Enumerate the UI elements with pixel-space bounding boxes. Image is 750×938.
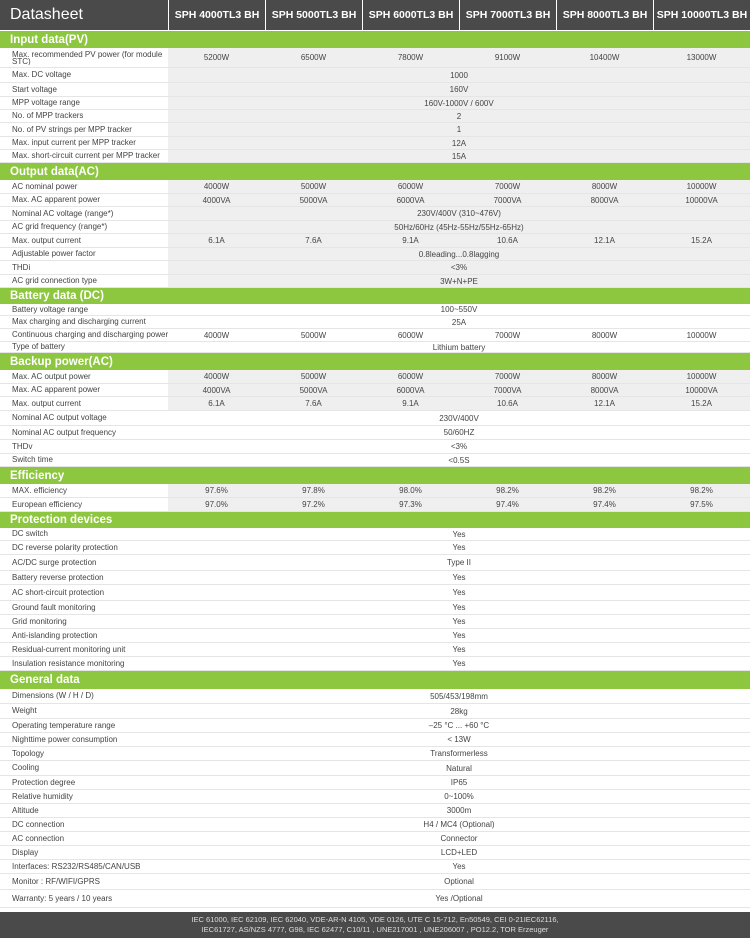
spec-label: Relative humidity [12,792,73,801]
spec-value-shared: Optional [444,877,474,886]
spec-value-shared: 160V [449,85,469,94]
model-header-1: SPH 4000TL3 BH [168,0,265,30]
spec-value: 6.1A [208,236,225,245]
model-header-3: SPH 6000TL3 BH [362,0,459,30]
spec-label: AC grid connection type [12,277,97,285]
spec-value: 10400W [589,53,620,62]
spec-row [0,411,750,426]
spec-value: 4000W [203,372,230,381]
spec-value: 6000VA [396,195,425,205]
spec-row [0,180,750,194]
spec-value-shared: 0~100% [444,792,474,801]
spec-row [0,275,750,288]
spec-value: 7.6A [305,399,322,408]
spec-value: 8000W [591,182,618,191]
spec-value-shared: 160V-1000V / 600V [424,98,494,108]
spec-value: 97.3% [399,500,422,509]
spec-value-shared: 505/453/198mm [430,691,488,701]
spec-label: Altitude [12,806,39,815]
spec-row [0,397,750,411]
spec-row [0,719,750,733]
spec-value: 10000VA [685,195,718,205]
spec-row [0,484,750,498]
spec-value: 5000VA [299,385,328,395]
spec-value: 4000W [203,330,230,340]
spec-value-shared: 25A [451,317,467,327]
spec-row [0,890,750,908]
spec-value-shared: 28kg [450,706,468,716]
spec-value: 5000W [300,330,327,340]
spec-value: 4000VA [202,195,231,205]
spec-value: 97.2% [302,500,325,509]
model-header-6: SPH 10000TL3 BH [653,0,750,30]
spec-value-shared: –25 °C ... +60 °C [428,721,490,730]
spec-value: 5000VA [299,195,328,205]
spec-row [0,261,750,275]
spec-value: 8000VA [590,385,619,395]
spec-row [0,454,750,467]
spec-label: Interfaces: RS232/RS485/CAN/USB [12,862,141,871]
spec-value: 6000W [397,372,424,381]
spec-value-shared: <3% [450,263,468,272]
spec-row [0,194,750,207]
spec-label: AC nominal power [12,182,78,191]
spec-value: 15.2A [691,399,712,408]
spec-value: 15.2A [691,236,712,245]
spec-value: 9.1A [402,236,419,245]
spec-row [0,426,750,440]
spec-value: 12.1A [594,399,615,408]
spec-value: 7000W [494,182,521,191]
spec-row [0,571,750,585]
spec-value: 98.0% [399,486,422,495]
spec-row [0,776,750,790]
spec-label: Cooling [12,764,40,772]
spec-row [0,342,750,353]
spec-row [0,874,750,890]
section-header: Input data(PV) [0,31,750,48]
spec-value-shared: Transformerless [430,749,488,758]
spec-label: AC grid frequency (range*) [12,223,108,231]
spec-value-shared: Yes [452,529,466,539]
spec-row [0,629,750,643]
spec-row [0,150,750,163]
section-header: Protection devices [0,512,750,528]
spec-row [0,790,750,804]
spec-label: Nominal AC output frequency [12,428,117,437]
spec-value: 8000W [591,372,618,381]
section-header: Output data(AC) [0,163,750,180]
spec-row [0,733,750,747]
spec-table [0,31,750,908]
certifications-line-2: IEC61727, AS/NZS 4777, G98, IEC 62477, C10/11 , UNE217001 , UNE206007 , PO12.2, TOR Erzeuger [201,925,549,934]
spec-value-shared: Yes [452,573,466,582]
spec-value: 97.0% [205,500,228,509]
spec-value-shared: 230V/400V [439,413,479,423]
spec-value: 6.1A [208,399,225,408]
spec-label: Insulation resistance monitoring [12,659,125,668]
model-header-4: SPH 7000TL3 BH [459,0,556,30]
spec-label: No. of PV strings per MPP tracker [12,125,132,134]
spec-label: Max. input current per MPP tracker [12,139,136,147]
spec-value: 7000W [494,330,521,340]
spec-value: 7000W [494,372,521,381]
spec-row [0,761,750,776]
spec-label: Ground fault monitoring [12,603,96,612]
page-title: Datasheet [10,6,83,23]
spec-label: Topology [12,749,45,758]
spec-value-shared: H4 / MC4 (Optional) [423,820,495,829]
spec-label: AC/DC surge protection [12,558,97,567]
section-header: Backup power(AC) [0,353,750,370]
spec-row [0,657,750,671]
spec-value: 9.1A [402,399,419,408]
spec-value: 6000W [397,330,424,340]
spec-value: 13000W [686,53,717,62]
spec-row [0,818,750,832]
spec-row [0,110,750,123]
spec-label: Max. short-circuit current per MPP tracker [12,152,160,160]
spec-row [0,97,750,110]
spec-label: AC connection [12,834,65,843]
spec-value-shared: Yes [452,645,466,654]
spec-label: Max. DC voltage [12,71,72,79]
spec-value: 10.6A [497,399,518,408]
spec-row [0,832,750,846]
spec-value-shared: 12A [451,138,467,148]
spec-value-shared: Yes [452,603,466,612]
spec-label: Continuous charging and discharging power [12,331,168,339]
spec-value: 7000VA [493,385,522,395]
spec-row [0,370,750,384]
spec-value: 6500W [300,53,327,62]
spec-value-shared: 15A [451,151,467,161]
spec-value: 4000VA [202,385,231,395]
spec-value: 97.5% [690,500,713,509]
spec-row [0,83,750,97]
spec-row [0,384,750,397]
spec-value-shared: Connector [440,834,478,843]
spec-value: 5200W [203,53,230,62]
spec-label: DC connection [12,820,65,829]
spec-value-shared: Yes [452,862,466,871]
spec-row [0,804,750,818]
spec-value-shared: Yes [452,617,466,626]
spec-label: Max. AC output power [12,372,91,381]
spec-value: 97.8% [302,486,325,495]
spec-label: Max charging and discharging current [12,318,146,326]
spec-row [0,234,750,248]
spec-value-shared: 1 [456,125,462,134]
spec-value: 4000W [203,182,230,191]
spec-label: Switch time [12,456,53,464]
spec-value-shared: IP65 [450,778,468,787]
spec-value: 10000W [686,330,717,340]
spec-label: DC reverse polarity protection [12,543,118,552]
spec-value: 98.2% [593,486,616,495]
spec-row [0,615,750,629]
model-header-5: SPH 8000TL3 BH [556,0,653,30]
spec-value: 7800W [397,53,424,62]
spec-value: 98.2% [690,486,713,495]
spec-value-shared: 100~550V [440,305,478,314]
spec-value-shared: Yes [452,588,466,597]
spec-label: Operating temperature range [12,721,116,730]
section-header: General data [0,671,750,689]
spec-value-shared: 0.8leading...0.8lagging [418,249,500,259]
spec-label: Residual-current monitoring unit [12,645,126,654]
spec-row [0,207,750,221]
spec-row [0,541,750,555]
spec-value: 10000W [686,182,717,191]
spec-value: 97.4% [496,500,519,509]
spec-label: Warranty: 5 years / 10 years [12,894,113,903]
spec-label: European efficiency [12,500,83,509]
spec-row [0,329,750,342]
spec-value-shared: Type II [446,558,471,567]
spec-value-shared: Yes [452,543,466,552]
spec-row [0,304,750,316]
spec-label: Weight [12,707,37,715]
spec-row [0,860,750,874]
spec-row [0,528,750,541]
spec-value: 10000W [686,372,717,381]
spec-label: Max. output current [12,399,81,408]
spec-row [0,689,750,704]
spec-label: Anti-islanding protection [12,631,98,640]
spec-label: THDv [12,442,33,451]
spec-value: 12.1A [594,236,615,245]
spec-value: 9100W [494,53,521,62]
spec-row [0,248,750,261]
spec-label: Type of battery [12,343,65,351]
spec-value: 8000VA [590,195,619,205]
spec-value-shared: 3W+N+PE [440,276,478,286]
spec-row [0,643,750,657]
spec-row [0,316,750,329]
spec-row [0,704,750,719]
spec-label: No. of MPP trackers [12,112,84,120]
spec-row [0,48,750,68]
spec-value: 10000VA [685,385,718,395]
certifications-footer [0,912,750,938]
spec-label: DC switch [12,530,49,538]
spec-value-shared: < 13W [447,735,471,744]
spec-row [0,68,750,83]
spec-row [0,137,750,150]
spec-label: Grid monitoring [12,617,67,626]
section-header: Efficiency [0,467,750,484]
spec-value: 97.4% [593,500,616,509]
spec-label: Battery voltage range [12,305,89,314]
spec-value: 7000VA [493,195,522,205]
spec-row [0,846,750,860]
spec-row [0,440,750,454]
spec-row [0,555,750,571]
spec-value: 5000W [300,182,327,191]
spec-label: THDi [12,263,31,272]
section-header: Battery data (DC) [0,288,750,304]
spec-label: MAX. efficiency [12,486,67,495]
spec-label: Protection degree [12,778,76,787]
spec-label: Display [12,848,39,857]
spec-value-shared: 50/60HZ [443,428,475,437]
spec-value-shared: 50Hz/60Hz (45Hz-55Hz/55Hz-65Hz) [394,222,524,232]
spec-value-shared: LCD+LED [440,848,478,857]
spec-label: Max. recommended PV power (for module STC) [12,50,163,65]
spec-value: 8000W [591,330,618,340]
spec-label: AC short-circuit protection [12,588,105,597]
spec-label: Nighttime power consumption [12,735,118,744]
spec-value-shared: <0.5S [448,455,470,465]
spec-value: 6000VA [396,385,425,395]
spec-row [0,221,750,234]
spec-row [0,498,750,512]
spec-value: 10.6A [497,236,518,245]
spec-value-shared: Yes /Optional [435,894,483,903]
spec-row [0,747,750,761]
spec-value-shared: <3% [450,442,468,451]
spec-value-shared: Yes [452,659,466,668]
spec-value: 5000W [300,372,327,381]
spec-label: Max. AC apparent power [12,196,101,204]
spec-value: 7.6A [305,236,322,245]
spec-label: MPP voltage range [12,99,80,107]
spec-value-shared: 1000 [450,70,468,80]
spec-label: Max. AC apparent power [12,386,101,394]
spec-row [0,585,750,601]
spec-value: 97.6% [205,486,228,495]
spec-value-shared: 3000m [446,806,472,815]
spec-value-shared: Yes [452,631,466,640]
spec-label: Dimensions (W / H / D) [12,692,94,700]
spec-value-shared: Lithium battery [432,342,486,352]
spec-label: Max. output current [12,236,81,245]
spec-label: Start voltage [12,85,57,94]
certifications-line-1: IEC 61000, IEC 62109, IEC 62040, VDE-AR-N 4105, VDE 0126, UTE C 15-712, En50549, CEI 0-21IEC62116, [191,915,559,924]
spec-value: 98.2% [496,486,519,495]
spec-value-shared: Natural [446,763,472,773]
spec-row [0,123,750,137]
spec-label: Battery reverse protection [12,573,104,582]
model-header-2: SPH 5000TL3 BH [265,0,362,30]
datasheet-header [0,0,750,31]
spec-label: Monitor : RF/WIFI/GPRS [12,877,101,886]
spec-value-shared: 2 [456,111,462,121]
spec-label: Adjustable power factor [12,250,96,258]
spec-row [0,601,750,615]
spec-value: 6000W [397,182,424,191]
spec-label: Nominal AC output voltage [12,414,107,422]
spec-value-shared: 230V/400V (310~476V) [417,209,501,218]
spec-label: Nominal AC voltage (range*) [12,209,114,218]
